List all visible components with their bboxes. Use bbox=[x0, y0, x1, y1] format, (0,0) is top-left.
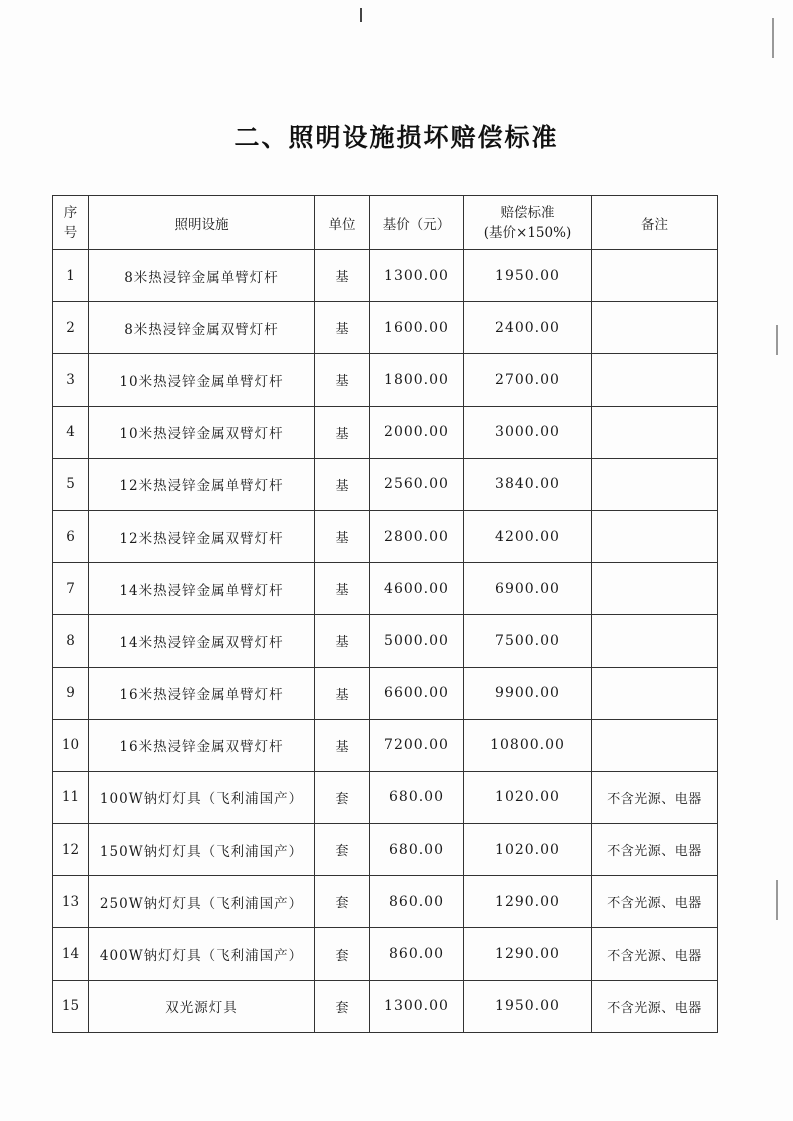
table-row bbox=[53, 667, 718, 719]
cell-seq: 10 bbox=[53, 719, 89, 771]
scan-mark-right-3 bbox=[776, 880, 778, 920]
cell-unit: 套 bbox=[315, 980, 370, 1032]
cell-base-price: 4600.00 bbox=[370, 563, 464, 615]
cell-facility: 12米热浸锌金属双臂灯杆 bbox=[89, 510, 315, 562]
header-comp-line2: (基价×150%) bbox=[483, 224, 572, 241]
compensation-table bbox=[52, 195, 718, 1033]
cell-compensation: 1290.00 bbox=[464, 876, 592, 928]
cell-compensation: 1290.00 bbox=[464, 928, 592, 980]
cell-note bbox=[592, 719, 718, 771]
cell-seq: 3 bbox=[53, 354, 89, 406]
table-row bbox=[53, 458, 718, 510]
table-row bbox=[53, 406, 718, 458]
cell-note: 不含光源、电器 bbox=[592, 928, 718, 980]
cell-unit: 套 bbox=[315, 824, 370, 876]
cell-unit: 套 bbox=[315, 928, 370, 980]
cell-note: 不含光源、电器 bbox=[592, 980, 718, 1032]
cell-unit: 基 bbox=[315, 719, 370, 771]
page-title: 二、照明设施损坏赔偿标准 bbox=[234, 123, 559, 152]
cell-note bbox=[592, 563, 718, 615]
cell-compensation: 3840.00 bbox=[464, 458, 592, 510]
cell-seq: 14 bbox=[53, 928, 89, 980]
cell-base-price: 6600.00 bbox=[370, 667, 464, 719]
table-row bbox=[53, 510, 718, 562]
header-comp-line1: 赔偿标准 bbox=[500, 204, 555, 221]
table-row bbox=[53, 615, 718, 667]
cell-unit: 基 bbox=[315, 302, 370, 354]
cell-unit: 套 bbox=[315, 876, 370, 928]
cell-base-price: 7200.00 bbox=[370, 719, 464, 771]
cell-note bbox=[592, 615, 718, 667]
cell-facility: 250W钠灯灯具（飞利浦国产） bbox=[89, 876, 315, 928]
scan-mark-right-2 bbox=[776, 325, 778, 355]
cell-compensation: 1950.00 bbox=[464, 250, 592, 302]
cell-seq: 11 bbox=[53, 771, 89, 823]
cell-facility: 16米热浸锌金属双臂灯杆 bbox=[89, 719, 315, 771]
cell-compensation: 10800.00 bbox=[464, 719, 592, 771]
cell-note bbox=[592, 510, 718, 562]
table-row bbox=[53, 771, 718, 823]
cell-base-price: 680.00 bbox=[370, 771, 464, 823]
table-row bbox=[53, 876, 718, 928]
header-seq bbox=[53, 196, 89, 250]
cell-base-price: 2000.00 bbox=[370, 406, 464, 458]
cell-compensation: 7500.00 bbox=[464, 615, 592, 667]
cell-seq: 4 bbox=[53, 406, 89, 458]
cell-facility: 400W钠灯灯具（飞利浦国产） bbox=[89, 928, 315, 980]
cell-seq: 5 bbox=[53, 458, 89, 510]
table-row bbox=[53, 980, 718, 1032]
cell-seq: 12 bbox=[53, 824, 89, 876]
cell-unit: 基 bbox=[315, 563, 370, 615]
cell-compensation: 4200.00 bbox=[464, 510, 592, 562]
table-row bbox=[53, 250, 718, 302]
header-seq-line1: 序 bbox=[63, 204, 78, 221]
cell-base-price: 1800.00 bbox=[370, 354, 464, 406]
cell-note bbox=[592, 458, 718, 510]
cell-compensation: 3000.00 bbox=[464, 406, 592, 458]
cell-compensation: 6900.00 bbox=[464, 563, 592, 615]
header-compensation bbox=[464, 196, 592, 250]
header-unit: 单位 bbox=[315, 196, 370, 250]
cell-seq: 8 bbox=[53, 615, 89, 667]
cell-unit: 基 bbox=[315, 458, 370, 510]
cell-facility: 14米热浸锌金属单臂灯杆 bbox=[89, 563, 315, 615]
cell-unit: 基 bbox=[315, 250, 370, 302]
header-base-price: 基价（元） bbox=[370, 196, 464, 250]
cell-note: 不含光源、电器 bbox=[592, 771, 718, 823]
cell-note bbox=[592, 667, 718, 719]
cell-compensation: 1950.00 bbox=[464, 980, 592, 1032]
cell-base-price: 5000.00 bbox=[370, 615, 464, 667]
header-note: 备注 bbox=[592, 196, 718, 250]
header-seq-line2: 号 bbox=[63, 224, 78, 241]
cell-facility: 16米热浸锌金属单臂灯杆 bbox=[89, 667, 315, 719]
header-facility: 照明设施 bbox=[89, 196, 315, 250]
cell-note: 不含光源、电器 bbox=[592, 876, 718, 928]
cell-note bbox=[592, 406, 718, 458]
cell-unit: 基 bbox=[315, 406, 370, 458]
cell-unit: 基 bbox=[315, 354, 370, 406]
cell-seq: 2 bbox=[53, 302, 89, 354]
table-header-row bbox=[53, 196, 718, 250]
scan-mark-top bbox=[360, 8, 362, 22]
cell-base-price: 2560.00 bbox=[370, 458, 464, 510]
cell-compensation: 9900.00 bbox=[464, 667, 592, 719]
table-row bbox=[53, 928, 718, 980]
cell-seq: 13 bbox=[53, 876, 89, 928]
cell-facility: 10米热浸锌金属双臂灯杆 bbox=[89, 406, 315, 458]
cell-seq: 1 bbox=[53, 250, 89, 302]
cell-facility: 8米热浸锌金属单臂灯杆 bbox=[89, 250, 315, 302]
cell-compensation: 2400.00 bbox=[464, 302, 592, 354]
cell-compensation: 1020.00 bbox=[464, 771, 592, 823]
cell-base-price: 1300.00 bbox=[370, 980, 464, 1032]
scan-mark-right-1 bbox=[772, 18, 774, 58]
cell-seq: 6 bbox=[53, 510, 89, 562]
cell-note bbox=[592, 302, 718, 354]
cell-compensation: 2700.00 bbox=[464, 354, 592, 406]
cell-seq: 9 bbox=[53, 667, 89, 719]
cell-note bbox=[592, 354, 718, 406]
cell-unit: 基 bbox=[315, 667, 370, 719]
cell-facility: 12米热浸锌金属单臂灯杆 bbox=[89, 458, 315, 510]
cell-facility: 100W钠灯灯具（飞利浦国产） bbox=[89, 771, 315, 823]
cell-compensation: 1020.00 bbox=[464, 824, 592, 876]
cell-facility: 10米热浸锌金属单臂灯杆 bbox=[89, 354, 315, 406]
cell-facility: 8米热浸锌金属双臂灯杆 bbox=[89, 302, 315, 354]
cell-base-price: 1600.00 bbox=[370, 302, 464, 354]
cell-seq: 15 bbox=[53, 980, 89, 1032]
cell-facility: 150W钠灯灯具（飞利浦国产） bbox=[89, 824, 315, 876]
cell-base-price: 860.00 bbox=[370, 928, 464, 980]
cell-base-price: 1300.00 bbox=[370, 250, 464, 302]
cell-unit: 基 bbox=[315, 510, 370, 562]
table-row bbox=[53, 824, 718, 876]
table-row bbox=[53, 354, 718, 406]
cell-base-price: 680.00 bbox=[370, 824, 464, 876]
cell-note bbox=[592, 250, 718, 302]
cell-unit: 套 bbox=[315, 771, 370, 823]
cell-unit: 基 bbox=[315, 615, 370, 667]
table-row bbox=[53, 719, 718, 771]
table-row bbox=[53, 302, 718, 354]
cell-base-price: 860.00 bbox=[370, 876, 464, 928]
cell-base-price: 2800.00 bbox=[370, 510, 464, 562]
cell-note: 不含光源、电器 bbox=[592, 824, 718, 876]
cell-seq: 7 bbox=[53, 563, 89, 615]
cell-facility: 双光源灯具 bbox=[89, 980, 315, 1032]
cell-facility: 14米热浸锌金属双臂灯杆 bbox=[89, 615, 315, 667]
table-row bbox=[53, 563, 718, 615]
